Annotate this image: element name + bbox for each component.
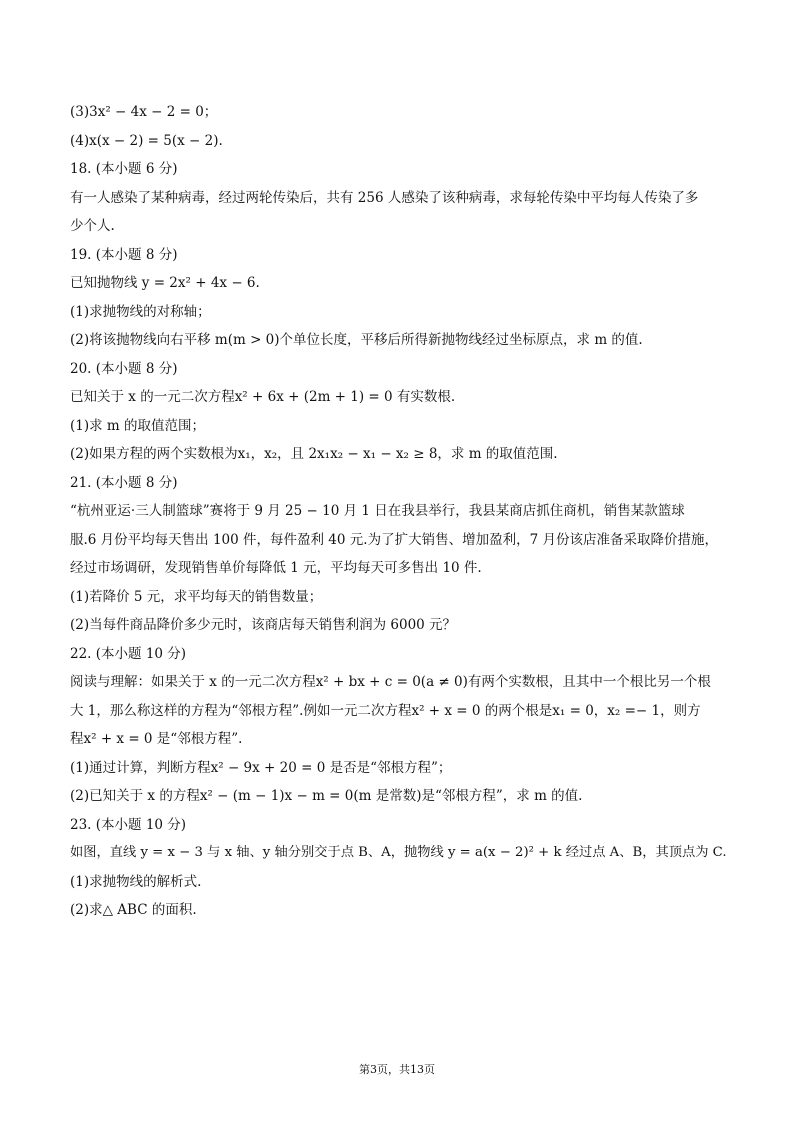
text-line: 已知关于 x 的一元二次方程x² + 6x + (2m + 1) = 0 有实数根. xyxy=(70,389,456,405)
question-19-header: 19. (本小题 8 分) xyxy=(70,246,178,263)
text-line: 已知抛物线 y = 2x² + 4x − 6. xyxy=(70,275,260,291)
text-line: 有一人感染了某种病毒，经过两轮传染后，共有 256 人感染了该种病毒，求每轮传染中平均每人传染了多 xyxy=(70,189,699,206)
text-line: (2)已知关于 x 的方程x² − (m − 1)x − m = 0(m 是常数)是“邻根方程”，求 m 的值. xyxy=(70,788,583,804)
text-line: 服.6 月份平均每天售出 100 件，每件盈利 40 元.为了扩大销售、增加盈利，7 月份该店准备采取降价措施， xyxy=(70,531,718,548)
question-22-header: 22. (本小题 10 分) xyxy=(70,645,187,662)
text-line: (2)求△ ABC 的面积. xyxy=(70,902,197,918)
text-line: 经过市场调研，发现销售单价每降低 1 元，平均每天可多售出 10 件. xyxy=(70,560,482,576)
text-line: “杭州亚运·三人制篮球”赛将于 9 月 25 − 10 月 1 日在我县举行，我县某商店抓住商机，销售某款篮球 xyxy=(70,503,685,519)
text-line: (1)通过计算，判断方程x² − 9x + 20 = 0 是否是“邻根方程”； xyxy=(70,759,452,776)
page-content xyxy=(70,98,730,925)
text-line: (2)如果方程的两个实数根为x₁，x₂，且 2x₁x₂ − x₁ − x₂ ≥ 8，求 m 的取值范围. xyxy=(70,446,558,462)
question-21-header: 21. (本小题 8 分) xyxy=(70,474,178,491)
question-20-header: 20. (本小题 8 分) xyxy=(70,360,178,377)
text-line: (2)当每件商品降价多少元时，该商店每天销售利润为 6000 元？ xyxy=(70,617,457,633)
text-line: 大 1，那么称这样的方程为“邻根方程”.例如一元二次方程x² + x = 0 的两个根是x₁ = 0，x₂ =− 1，则方 xyxy=(70,702,701,719)
text-line: (1)求 m 的取值范围； xyxy=(70,417,206,434)
text-line: 阅读与理解：如果关于 x 的一元二次方程x² + bx + c = 0(a ≠ 0)有两个实数根，且其中一个根比另一个根 xyxy=(70,674,711,690)
text-line: (3)3x² − 4x − 2 = 0； xyxy=(70,104,218,120)
question-18-header: 18. (本小题 6 分) xyxy=(70,161,178,177)
text-line: (1)若降价 5 元，求平均每天的销售数量； xyxy=(70,588,323,605)
text-line: 少个人. xyxy=(70,218,115,234)
text-line: (4)x(x − 2) = 5(x − 2). xyxy=(70,132,223,149)
text-line: (1)求抛物线的对称轴； xyxy=(70,303,211,320)
text-line: (1)求抛物线的解析式. xyxy=(70,873,202,890)
text-line: 程x² + x = 0 是“邻根方程”. xyxy=(70,731,243,747)
question-23-header: 23. (本小题 10 分) xyxy=(70,816,187,833)
text-line: 如图，直线 y = x − 3 与 x 轴、y 轴分别交于点 B、A，抛物线 y = a(x − 2)² + k 经过点 A、B，其顶点为 C. xyxy=(70,845,727,860)
text-line: (2)将该抛物线向右平移 m(m > 0)个单位长度，平移后所得新抛物线经过坐标原点，求 m 的值. xyxy=(70,332,643,348)
page-footer: 第3页，共13页 xyxy=(359,1063,435,1076)
